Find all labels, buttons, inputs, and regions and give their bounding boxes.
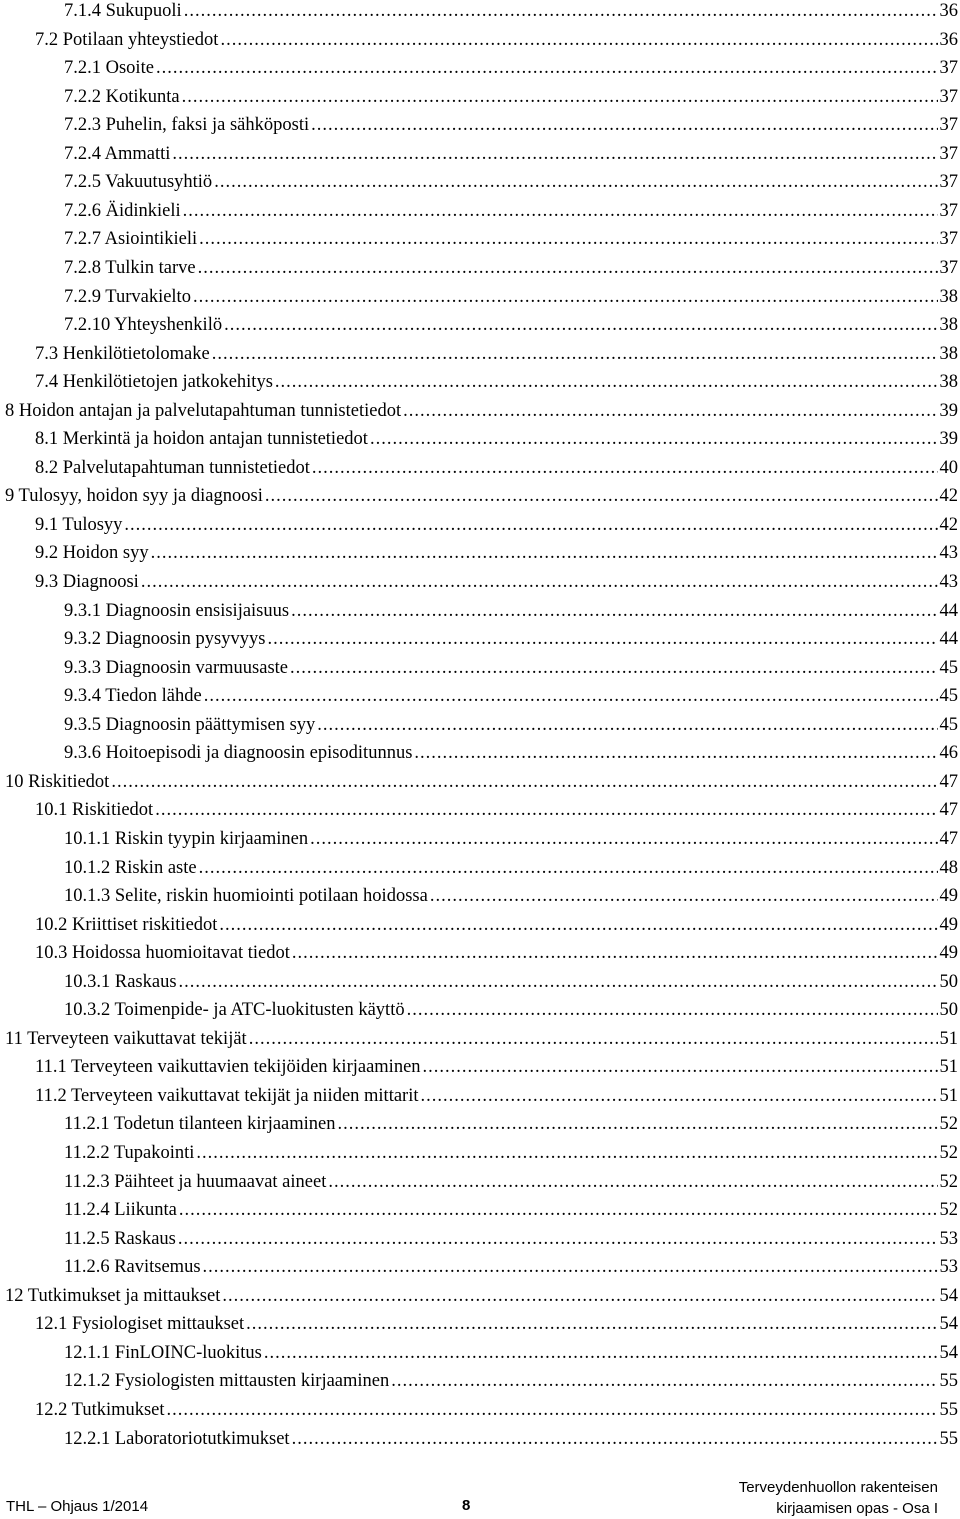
toc-entry[interactable] [0, 1197, 960, 1223]
toc-entry[interactable] [0, 426, 960, 452]
toc-dot-leader [414, 740, 937, 766]
toc-entry-title: 7.2.7 Asiointikieli [64, 229, 198, 250]
toc-dot-leader [265, 483, 938, 509]
toc-entry-title: 7.2.5 Vakuutusyhtiö [64, 172, 213, 193]
toc-dot-leader [196, 1140, 937, 1166]
toc-entry[interactable] [0, 341, 960, 367]
toc-entry-page: 55 [939, 1428, 958, 1449]
toc-entry-title: 7.2.3 Puhelin, faksi ja sähköposti [64, 115, 310, 136]
toc-dot-leader [220, 27, 937, 53]
toc-dot-leader [199, 226, 937, 252]
toc-dot-leader [264, 1340, 938, 1366]
toc-entry-page: 38 [939, 315, 958, 336]
toc-entry-page: 48 [939, 857, 958, 878]
toc-entry-title: 10.2 Kriittiset riskitiedot [35, 914, 218, 935]
toc-entry-title: 7.2.8 Tulkin tarve [64, 257, 196, 278]
toc-entry-page: 49 [939, 914, 958, 935]
toc-entry-page: 45 [939, 686, 958, 707]
toc-entry[interactable] [0, 1283, 960, 1309]
toc-dot-leader [141, 569, 938, 595]
toc-entry-title: 9.1 Tulosyy [35, 514, 123, 535]
toc-entry-title: 8.2 Palvelutapahtuman tunnistetiedot [35, 457, 310, 478]
toc-entry-page: 38 [939, 343, 958, 364]
toc-entry-page: 36 [939, 1, 958, 21]
toc-dot-leader [310, 826, 937, 852]
toc-dot-leader [317, 712, 937, 738]
toc-entry-page: 43 [939, 572, 958, 592]
toc-entry-title: 8.1 Merkintä ja hoidon antajan tunnistetiedot [35, 429, 368, 450]
toc-entry[interactable] [0, 626, 960, 652]
toc-dot-leader [311, 112, 937, 138]
toc-entry-title: 12.1 Fysiologiset mittaukset [35, 1314, 245, 1335]
toc-entry-page: 37 [939, 257, 958, 278]
toc-entry[interactable] [0, 1054, 960, 1080]
footer-document-title [739, 1477, 938, 1519]
toc-entry[interactable] [0, 455, 960, 481]
toc-dot-leader [214, 169, 937, 195]
toc-entry-page: 51 [939, 1028, 958, 1049]
toc-entry[interactable] [0, 1426, 960, 1452]
toc-dot-leader [423, 1054, 938, 1080]
toc-entry-title: 7.2 Potilaan yhteystiedot [35, 29, 219, 50]
toc-entry-page: 45 [939, 657, 958, 678]
toc-dot-leader [179, 1197, 938, 1223]
toc-entry-title: 12.2 Tutkimukset [35, 1399, 165, 1420]
toc-dot-leader [124, 512, 937, 538]
toc-entry-page: 38 [939, 286, 958, 307]
toc-entry-page: 52 [939, 1143, 958, 1163]
toc-entry-title: 9.2 Hoidon syy [35, 543, 149, 564]
toc-dot-leader [204, 683, 938, 709]
toc-entry[interactable] [0, 312, 960, 338]
toc-entry-title: 7.2.1 Osoite [64, 58, 154, 79]
toc-dot-leader [391, 1368, 937, 1394]
toc-entry-page: 54 [939, 1342, 958, 1363]
toc-dot-leader [151, 540, 938, 566]
toc-entry[interactable] [0, 398, 960, 424]
toc-entry-title: 7.2.6 Äidinkieli [64, 200, 181, 221]
toc-entry[interactable] [0, 27, 960, 53]
toc-entry-title: 9.3 Diagnoosi [35, 572, 139, 592]
toc-dot-leader [249, 1026, 938, 1052]
toc-entry[interactable] [0, 683, 960, 709]
toc-entry[interactable] [0, 569, 960, 595]
toc-entry[interactable] [0, 1340, 960, 1366]
toc-entry-title: 12 Tutkimukset ja mittaukset [5, 1285, 221, 1306]
toc-entry-page: 42 [939, 486, 958, 507]
toc-entry-page: 52 [939, 1200, 958, 1221]
toc-entry[interactable] [0, 169, 960, 195]
toc-entry-title: 11.2.1 Todetun tilanteen kirjaaminen [64, 1114, 336, 1135]
toc-entry-page: 51 [939, 1085, 958, 1106]
toc-entry-title: 11.2.2 Tupakointi [64, 1143, 195, 1163]
toc-entry[interactable] [0, 198, 960, 224]
toc-entry-page: 50 [939, 1000, 958, 1021]
toc-entry[interactable] [0, 1111, 960, 1137]
toc-entry[interactable] [0, 1226, 960, 1252]
toc-dot-leader [155, 797, 937, 823]
toc-entry-title: 7.1.4 Sukupuoli [64, 1, 182, 21]
toc-entry[interactable] [0, 1169, 960, 1195]
toc-entry-page: 42 [939, 514, 958, 535]
toc-entry-page: 37 [939, 172, 958, 193]
toc-entry-title: 11.2.5 Raskaus [64, 1228, 176, 1249]
toc-entry[interactable] [0, 1083, 960, 1109]
toc-entry[interactable] [0, 55, 960, 81]
toc-entry[interactable] [0, 712, 960, 738]
toc-entry[interactable] [0, 883, 960, 909]
toc-dot-leader [212, 341, 938, 367]
toc-dot-leader [222, 1283, 937, 1309]
toc-entry-title: 8 Hoidon antajan ja palvelutapahtuman tunnistetiedot [5, 400, 402, 421]
toc-entry[interactable] [0, 226, 960, 252]
toc-entry[interactable] [0, 740, 960, 766]
toc-entry[interactable] [0, 1254, 960, 1280]
toc-dot-leader [291, 598, 937, 624]
toc-dot-leader [184, 0, 938, 24]
toc-entry-page: 37 [939, 86, 958, 107]
toc-entry-page: 47 [939, 800, 958, 821]
toc-entry[interactable] [0, 769, 960, 795]
toc-entry-title: 9.3.4 Tiedon lähde [64, 686, 202, 707]
toc-dot-leader [407, 997, 938, 1023]
toc-entry[interactable] [0, 255, 960, 281]
toc-entry-title: 7.2.9 Turvakielto [64, 286, 191, 307]
toc-dot-leader [421, 1083, 938, 1109]
toc-entry[interactable] [0, 112, 960, 138]
footer-publisher: THL – Ohjaus 1/2014 [6, 1498, 149, 1515]
toc-entry-page: 47 [939, 828, 958, 849]
toc-entry-title: 11.2.4 Liikunta [64, 1200, 177, 1221]
toc-entry-title: 12.1.2 Fysiologisten mittausten kirjaaminen [64, 1371, 390, 1392]
toc-entry-page: 37 [939, 143, 958, 164]
toc-dot-leader [292, 1426, 938, 1452]
toc-dot-leader [219, 912, 937, 938]
toc-entry[interactable] [0, 855, 960, 881]
toc-entry-title: 10.1 Riskitiedot [35, 800, 154, 821]
toc-dot-leader [290, 655, 937, 681]
toc-entry-page: 47 [939, 771, 958, 792]
toc-entry-page: 52 [939, 1171, 958, 1192]
footer-page-number: 8 [462, 1497, 471, 1514]
toc-entry-page: 51 [939, 1057, 958, 1078]
footer-title-line-2: kirjaamisen opas - Osa I [776, 1500, 938, 1517]
toc-entry-page: 37 [939, 229, 958, 250]
toc-entry-title: 9.3.3 Diagnoosin varmuusaste [64, 657, 289, 678]
toc-dot-leader [430, 883, 938, 909]
toc-entry[interactable] [0, 84, 960, 110]
toc-entry-title: 7.2.10 Yhteyshenkilö [64, 315, 223, 336]
toc-dot-leader [312, 455, 938, 481]
toc-entry-title: 12.2.1 Laboratoriotutkimukset [64, 1428, 290, 1449]
toc-entry-page: 49 [939, 943, 958, 964]
toc-entry-title: 11.2 Terveyteen vaikuttavat tekijät ja niiden mittarit [35, 1085, 419, 1106]
toc-entry[interactable] [0, 1397, 960, 1423]
toc-dot-leader [292, 940, 938, 966]
toc-entry-title: 9 Tulosyy, hoidon syy ja diagnoosi [5, 486, 263, 507]
toc-entry[interactable] [0, 1311, 960, 1337]
toc-entry-title: 9.3.5 Diagnoosin päättymisen syy [64, 714, 316, 735]
toc-dot-leader [182, 84, 938, 110]
toc-entry-page: 44 [939, 600, 958, 621]
toc-dot-leader [203, 1254, 938, 1280]
toc-dot-leader [370, 426, 938, 452]
toc-entry-title: 7.2.2 Kotikunta [64, 86, 180, 107]
toc-entry-page: 45 [939, 714, 958, 735]
toc-entry[interactable] [0, 997, 960, 1023]
toc-entry[interactable] [0, 655, 960, 681]
toc-entry[interactable] [0, 826, 960, 852]
toc-dot-leader [267, 626, 937, 652]
toc-entry-title: 9.3.1 Diagnoosin ensisijaisuus [64, 600, 290, 621]
toc-entry-page: 37 [939, 200, 958, 221]
toc-entry-page: 38 [939, 372, 958, 393]
toc-entry[interactable] [0, 0, 960, 24]
toc-entry-page: 53 [939, 1257, 958, 1278]
toc-entry-page: 36 [939, 29, 958, 50]
toc-entry[interactable] [0, 540, 960, 566]
toc-dot-leader [403, 398, 937, 424]
toc-entry[interactable] [0, 141, 960, 167]
toc-dot-leader [156, 55, 938, 81]
toc-dot-leader [224, 312, 937, 338]
toc-dot-leader [193, 284, 938, 310]
toc-entry[interactable] [0, 912, 960, 938]
toc-dot-leader [183, 198, 938, 224]
toc-dot-leader [198, 255, 938, 281]
toc-entry[interactable] [0, 1026, 960, 1052]
toc-entry-title: 7.2.4 Ammatti [64, 143, 171, 164]
toc-entry-page: 39 [939, 400, 958, 421]
toc-dot-leader [338, 1111, 938, 1137]
toc-dot-leader [328, 1169, 937, 1195]
toc-entry-page: 44 [939, 629, 958, 650]
toc-entry-page: 54 [939, 1285, 958, 1306]
toc-entry-title: 10 Riskitiedot [5, 771, 110, 792]
toc-entry-page: 37 [939, 58, 958, 79]
toc-entry-page: 46 [939, 743, 958, 764]
toc-entry-page: 55 [939, 1371, 958, 1392]
toc-entry-title: 10.1.3 Selite, riskin huomiointi potilaan hoidossa [64, 886, 428, 907]
toc-entry-page: 53 [939, 1228, 958, 1249]
toc-entry-title: 11.2.3 Päihteet ja huumaavat aineet [64, 1171, 327, 1192]
toc-entry-page: 43 [939, 543, 958, 564]
toc-entry-title: 10.3.2 Toimenpide- ja ATC-luokitusten käyttö [64, 1000, 405, 1021]
toc-entry[interactable] [0, 284, 960, 310]
toc-entry-title: 9.3.6 Hoitoepisodi ja diagnoosin episoditunnus [64, 743, 413, 764]
toc-entry-title: 9.3.2 Diagnoosin pysyvyys [64, 629, 266, 650]
toc-entry-title: 7.4 Henkilötietojen jatkokehitys [35, 372, 273, 393]
toc-entry-page: 39 [939, 429, 958, 450]
toc-entry-title: 11.1 Terveyteen vaikuttavien tekijöiden kirjaaminen [35, 1057, 421, 1078]
toc-entry-title: 11 Terveyteen vaikuttavat tekijät [5, 1028, 247, 1049]
toc-entry[interactable] [0, 598, 960, 624]
toc-entry[interactable] [0, 969, 960, 995]
toc-dot-leader [111, 769, 937, 795]
toc-entry-title: 10.3 Hoidossa huomioitavat tiedot [35, 943, 290, 964]
toc-dot-leader [167, 1397, 938, 1423]
footer-title-line-1: Terveydenhuollon rakenteisen [738, 1479, 938, 1496]
toc-entry[interactable] [0, 797, 960, 823]
toc-entry[interactable] [0, 940, 960, 966]
toc-dot-leader [199, 855, 938, 881]
toc-entry-title: 10.1.2 Riskin aste [64, 857, 197, 878]
toc-entry-page: 54 [939, 1314, 958, 1335]
toc-entry[interactable] [0, 483, 960, 509]
toc-entry-page: 37 [939, 115, 958, 136]
toc-dot-leader [178, 1226, 938, 1252]
toc-dot-leader [275, 369, 938, 395]
toc-entry-page: 49 [939, 886, 958, 907]
toc-entry[interactable] [0, 512, 960, 538]
toc-entry-page: 52 [939, 1114, 958, 1135]
toc-entry-page: 40 [939, 457, 958, 478]
toc-dot-leader [246, 1311, 937, 1337]
toc-entry-title: 11.2.6 Ravitsemus [64, 1257, 201, 1278]
toc-dot-leader [172, 141, 937, 167]
toc-entry-title: 12.1.1 FinLOINC-luokitus [64, 1342, 262, 1363]
toc-entry[interactable] [0, 1140, 960, 1166]
toc-entry[interactable] [0, 1368, 960, 1394]
toc-entry-title: 10.1.1 Riskin tyypin kirjaaminen [64, 828, 309, 849]
toc-dot-leader [179, 969, 938, 995]
toc-entry-title: 10.3.1 Raskaus [64, 971, 177, 992]
toc-entry-title: 7.3 Henkilötietolomake [35, 343, 210, 364]
toc-entry[interactable] [0, 369, 960, 395]
toc-entry-page: 50 [939, 971, 958, 992]
toc-entry-page: 55 [939, 1399, 958, 1420]
